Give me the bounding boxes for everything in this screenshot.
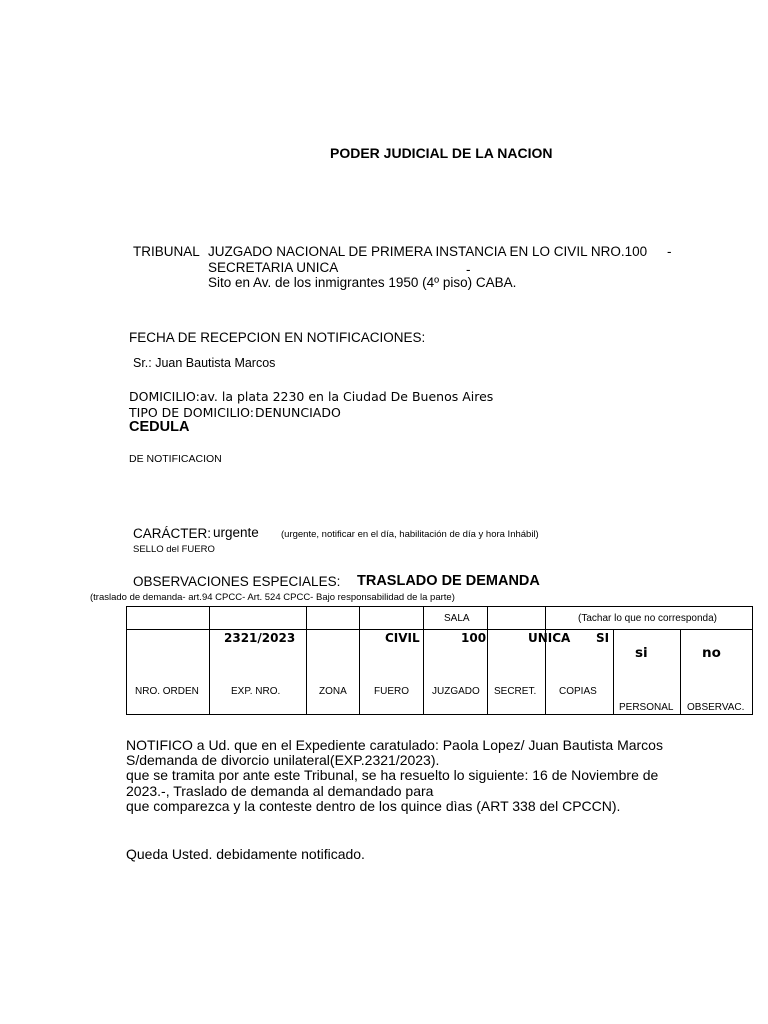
recipient-name: Sr.: Juan Bautista Marcos	[133, 356, 276, 370]
cedula-subtitle: DE NOTIFICACION	[129, 453, 222, 465]
cedula-title: CEDULA	[129, 419, 190, 435]
tribunal-address: Sito en Av. de los inmigrantes 1950 (4º piso) CABA.	[208, 275, 517, 290]
tribunal-dash1: -	[667, 244, 672, 259]
sala-header: SALA	[444, 613, 470, 624]
notification-table	[126, 606, 753, 715]
observaciones-value: TRASLADO DE DEMANDA	[357, 573, 540, 589]
tribunal-line1: JUZGADO NACIONAL DE PRIMERA INSTANCIA EN LO CIVIL NRO.100	[208, 244, 648, 259]
caracter-value: urgente	[213, 525, 259, 540]
tachar-note: (Tachar lo que no corresponda)	[578, 613, 717, 624]
observaciones-note: (traslado de demanda- art.94 CPCC- Art. 524 CPCC- Bajo responsabilidad de la parte)	[90, 592, 455, 603]
header-fuero: FUERO	[374, 686, 409, 697]
copias-value: SI	[596, 631, 610, 645]
body-line-2: S/demanda de divorcio unilateral(EXP.2321/2023).	[126, 752, 440, 768]
header-copias: COPIAS	[559, 686, 597, 697]
header-observac: OBSERVAC.	[687, 702, 745, 713]
caracter-label: CARÁCTER:	[133, 526, 212, 541]
si-option: si	[635, 645, 648, 661]
no-option: no	[702, 645, 721, 661]
caracter-note: (urgente, notificar en el día, habilitación de día y hora Inhábil)	[281, 529, 539, 540]
domicilio-line: DOMICILIO:av. la plata 2230 en la Ciudad De Buenos Aires	[129, 389, 494, 404]
secret-value: UNICA	[528, 631, 571, 645]
tribunal-dash2: -	[466, 262, 471, 277]
juzgado-value: 100	[461, 631, 487, 645]
tipo-domicilio-label: TIPO DE DOMICILIO:	[129, 405, 254, 420]
body-line-5: que comparezca y la conteste dentro de los quince dìas (ART 338 del CPCCN).	[126, 798, 621, 814]
body-line-3: que se tramita por ante este Tribunal, se ha resuelto lo siguiente: 16 de Noviembre de	[126, 767, 659, 783]
header-nro-orden: NRO. ORDEN	[135, 686, 199, 697]
fecha-recepcion-label: FECHA DE RECEPCION EN NOTIFICACIONES:	[129, 330, 426, 345]
tribunal-label: TRIBUNAL	[133, 244, 200, 259]
tipo-domicilio-value: DENUNCIADO	[255, 405, 341, 420]
header-secret: SECRET.	[494, 686, 537, 697]
exp-value: 2321/2023	[224, 631, 296, 645]
observaciones-label: OBSERVACIONES ESPECIALES:	[133, 574, 341, 589]
header-exp-nro: EXP. NRO.	[231, 686, 281, 697]
tribunal-line2: SECRETARIA UNICA	[208, 260, 339, 275]
body-line-1: NOTIFICO a Ud. que en el Expediente caratulado: Paola Lopez/ Juan Bautista Marcos	[126, 737, 663, 753]
body-line-4: 2023.-, Traslado de demanda al demandado para	[126, 783, 434, 799]
fuero-value: CIVIL	[385, 631, 420, 645]
header-zona: ZONA	[319, 686, 347, 697]
sello-fuero: SELLO del FUERO	[133, 544, 215, 555]
header-juzgado: JUZGADO	[432, 686, 480, 697]
closing-line: Queda Usted. debidamente notificado.	[126, 846, 365, 862]
page-title: PODER JUDICIAL DE LA NACION	[330, 145, 553, 161]
header-personal: PERSONAL	[619, 702, 674, 713]
